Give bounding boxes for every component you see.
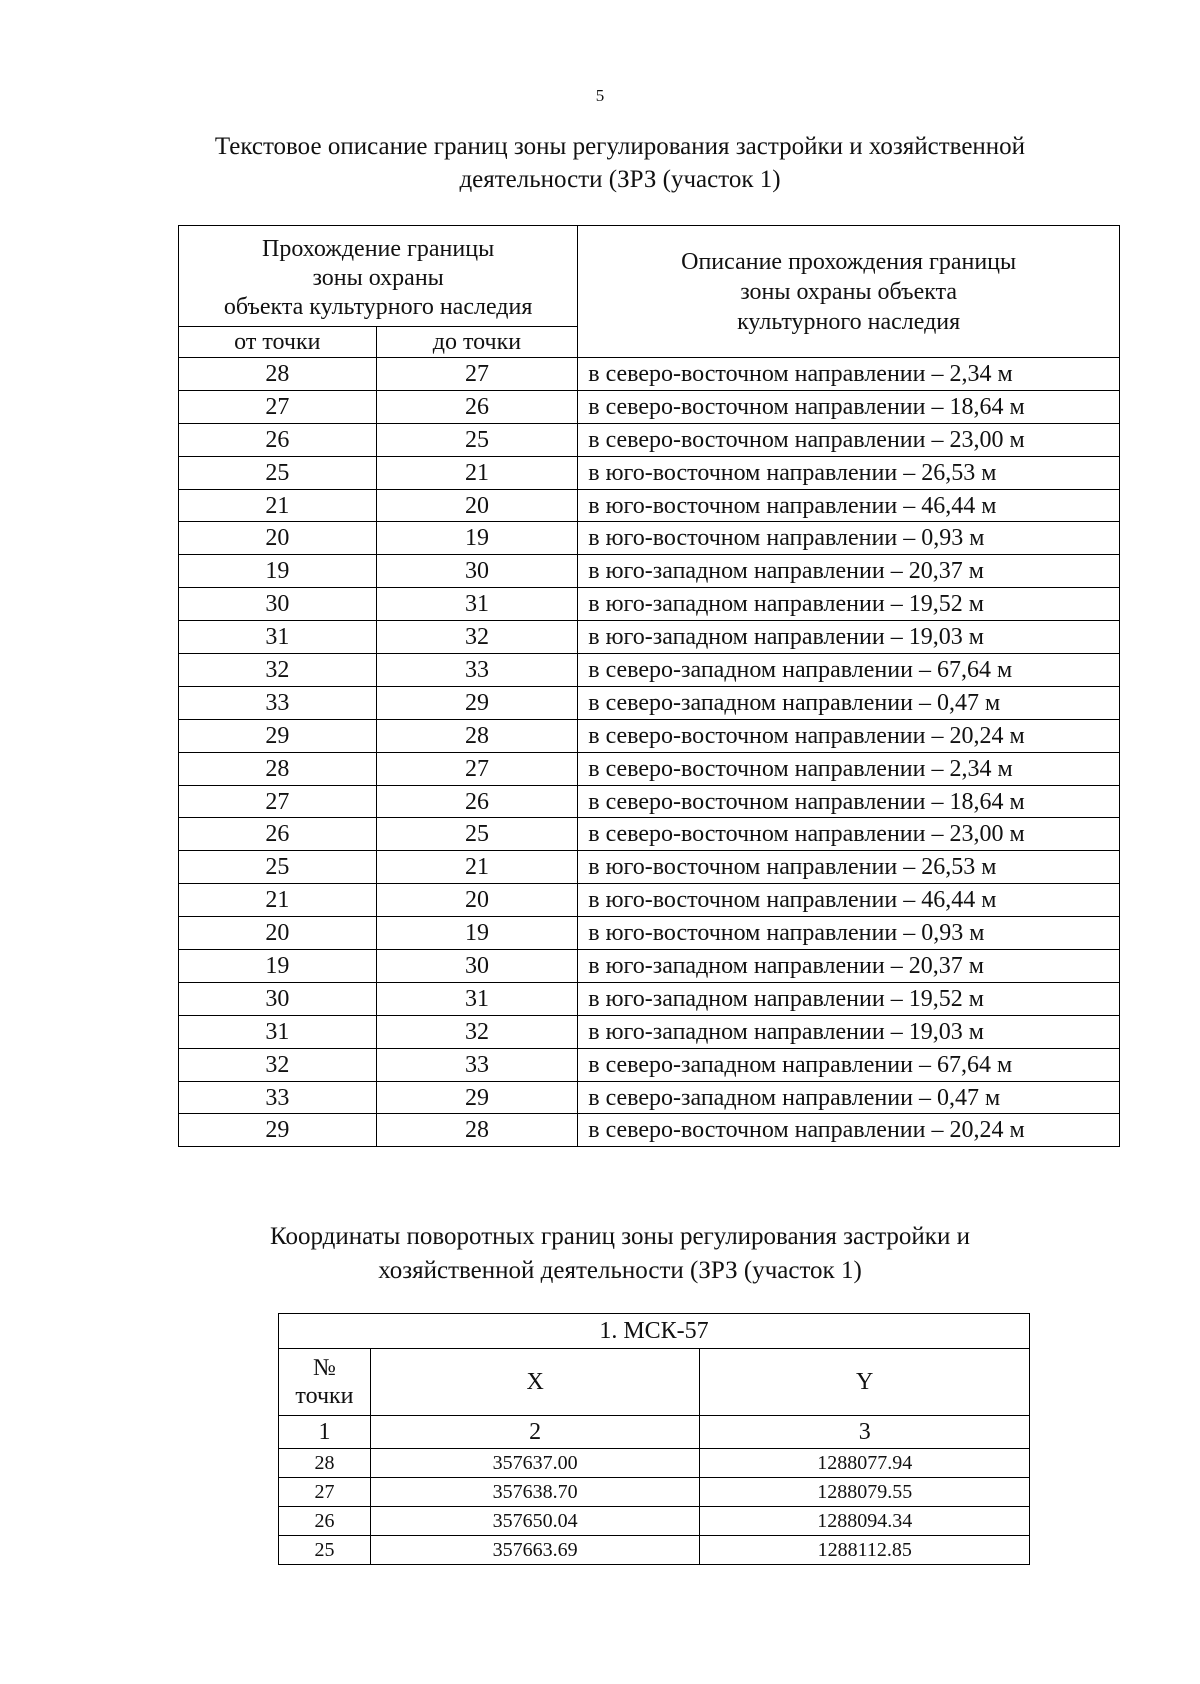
y-coordinate-cell: 1288077.94 bbox=[700, 1449, 1030, 1478]
table-row bbox=[179, 423, 1120, 456]
to-point-cell: 19 bbox=[376, 522, 578, 555]
description-cell: в северо-восточном направлении – 20,24 м bbox=[578, 719, 1120, 752]
table-row bbox=[179, 390, 1120, 423]
to-point-cell: 28 bbox=[376, 719, 578, 752]
description-cell: в северо-западном направлении – 67,64 м bbox=[578, 654, 1120, 687]
table-row bbox=[279, 1449, 1030, 1478]
y-coordinate-cell: 1288112.85 bbox=[700, 1536, 1030, 1565]
table-row bbox=[279, 1507, 1030, 1536]
table-row bbox=[179, 555, 1120, 588]
from-point-cell: 27 bbox=[179, 390, 377, 423]
header-pass-line2: зоны охраны bbox=[312, 264, 444, 291]
table-row bbox=[179, 489, 1120, 522]
to-point-cell: 30 bbox=[376, 555, 578, 588]
y-coordinate-cell: 1288079.55 bbox=[700, 1478, 1030, 1507]
table-row bbox=[179, 851, 1120, 884]
header-pass-line1: Прохождение границы bbox=[262, 235, 495, 262]
from-point-cell: 28 bbox=[179, 358, 377, 391]
to-point-cell: 20 bbox=[376, 489, 578, 522]
header-desc-line3: культурного наследия bbox=[737, 308, 961, 335]
table-row bbox=[179, 785, 1120, 818]
to-point-cell: 26 bbox=[376, 390, 578, 423]
x-coordinate-cell: 357663.69 bbox=[370, 1536, 700, 1565]
to-point-cell: 32 bbox=[376, 1015, 578, 1048]
section2-title-line1: Координаты поворотных границ зоны регулирования застройки и bbox=[270, 1223, 970, 1250]
header-x: X bbox=[370, 1349, 700, 1416]
from-point-cell: 28 bbox=[179, 752, 377, 785]
x-coordinate-cell: 357650.04 bbox=[370, 1507, 700, 1536]
boundary-rows bbox=[179, 358, 1120, 1147]
description-cell: в юго-западном направлении – 19,52 м bbox=[578, 982, 1120, 1015]
header-y: Y bbox=[700, 1349, 1030, 1416]
from-point-cell: 30 bbox=[179, 982, 377, 1015]
description-cell: в северо-восточном направлении – 23,00 м bbox=[578, 423, 1120, 456]
description-cell: в юго-восточном направлении – 0,93 м bbox=[578, 917, 1120, 950]
description-cell: в юго-западном направлении – 19,03 м bbox=[578, 621, 1120, 654]
to-point-cell: 30 bbox=[376, 950, 578, 983]
description-cell: в юго-восточном направлении – 46,44 м bbox=[578, 489, 1120, 522]
table-row bbox=[279, 1536, 1030, 1565]
description-cell: в юго-западном направлении – 20,37 м bbox=[578, 555, 1120, 588]
header-boundary-passage bbox=[179, 226, 578, 327]
to-point-cell: 26 bbox=[376, 785, 578, 818]
boundary-description-table bbox=[178, 225, 1120, 1147]
to-point-cell: 20 bbox=[376, 884, 578, 917]
from-point-cell: 26 bbox=[179, 423, 377, 456]
index-1: 1 bbox=[279, 1416, 371, 1449]
from-point-cell: 27 bbox=[179, 785, 377, 818]
description-cell: в северо-восточном направлении – 18,64 м bbox=[578, 390, 1120, 423]
from-point-cell: 19 bbox=[179, 950, 377, 983]
description-cell: в северо-восточном направлении – 2,34 м bbox=[578, 358, 1120, 391]
section1-title bbox=[140, 130, 1100, 196]
table-row bbox=[179, 522, 1120, 555]
header-point-number bbox=[279, 1349, 371, 1416]
from-point-cell: 33 bbox=[179, 1081, 377, 1114]
from-point-cell: 25 bbox=[179, 851, 377, 884]
section1-title-line1: Текстовое описание границ зоны регулирования застройки и хозяйственной bbox=[214, 133, 1026, 160]
table-row bbox=[179, 917, 1120, 950]
table-row bbox=[179, 588, 1120, 621]
page-number: 5 bbox=[595, 86, 605, 105]
to-point-cell: 33 bbox=[376, 654, 578, 687]
index-2: 2 bbox=[370, 1416, 700, 1449]
to-point-cell: 31 bbox=[376, 588, 578, 621]
from-point-cell: 26 bbox=[179, 818, 377, 851]
from-point-cell: 20 bbox=[179, 522, 377, 555]
table-row bbox=[179, 686, 1120, 719]
description-cell: в юго-восточном направлении – 26,53 м bbox=[578, 456, 1120, 489]
table-row bbox=[179, 1015, 1120, 1048]
table-row bbox=[279, 1478, 1030, 1507]
description-cell: в юго-восточном направлении – 46,44 м bbox=[578, 884, 1120, 917]
section1-title-line2: деятельности (ЗРЗ (участок 1) bbox=[459, 166, 781, 193]
table-row bbox=[179, 1081, 1120, 1114]
description-cell: в северо-восточном направлении – 23,00 м bbox=[578, 818, 1120, 851]
coordinate-rows bbox=[279, 1449, 1030, 1565]
description-cell: в юго-западном направлении – 19,52 м bbox=[578, 588, 1120, 621]
description-cell: в юго-западном направлении – 19,03 м bbox=[578, 1015, 1120, 1048]
from-point-cell: 32 bbox=[179, 1048, 377, 1081]
section2-title-line2: хозяйственной деятельности (ЗРЗ (участок 1) bbox=[378, 1257, 862, 1284]
to-point-cell: 28 bbox=[376, 1114, 578, 1147]
from-point-cell: 25 bbox=[179, 456, 377, 489]
table-row bbox=[179, 1114, 1120, 1147]
table-row bbox=[179, 621, 1120, 654]
x-coordinate-cell: 357637.00 bbox=[370, 1449, 700, 1478]
table-row bbox=[179, 818, 1120, 851]
description-cell: в юго-западном направлении – 20,37 м bbox=[578, 950, 1120, 983]
to-point-cell: 21 bbox=[376, 851, 578, 884]
from-point-cell: 21 bbox=[179, 489, 377, 522]
table-row bbox=[179, 654, 1120, 687]
coordinates-table bbox=[278, 1313, 1030, 1565]
description-cell: в северо-восточном направлении – 18,64 м bbox=[578, 785, 1120, 818]
to-point-cell: 33 bbox=[376, 1048, 578, 1081]
description-cell: в северо-восточном направлении – 2,34 м bbox=[578, 752, 1120, 785]
header-desc-line1: Описание прохождения границы bbox=[681, 248, 1017, 275]
header-to-point: до точки bbox=[376, 327, 578, 358]
table-row bbox=[179, 456, 1120, 489]
from-point-cell: 29 bbox=[179, 719, 377, 752]
header-point-number-line1: № bbox=[313, 1355, 336, 1381]
point-number-cell: 28 bbox=[279, 1449, 371, 1478]
from-point-cell: 33 bbox=[179, 686, 377, 719]
table-row bbox=[179, 719, 1120, 752]
to-point-cell: 31 bbox=[376, 982, 578, 1015]
description-cell: в северо-западном направлении – 67,64 м bbox=[578, 1048, 1120, 1081]
from-point-cell: 21 bbox=[179, 884, 377, 917]
coordinate-system: 1. МСК-57 bbox=[279, 1314, 1030, 1349]
description-cell: в юго-восточном направлении – 0,93 м bbox=[578, 522, 1120, 555]
point-number-cell: 26 bbox=[279, 1507, 371, 1536]
section2-title bbox=[140, 1220, 1100, 1288]
to-point-cell: 25 bbox=[376, 818, 578, 851]
point-number-cell: 25 bbox=[279, 1536, 371, 1565]
description-cell: в северо-западном направлении – 0,47 м bbox=[578, 686, 1120, 719]
index-3: 3 bbox=[700, 1416, 1030, 1449]
to-point-cell: 25 bbox=[376, 423, 578, 456]
from-point-cell: 29 bbox=[179, 1114, 377, 1147]
header-from-point: от точки bbox=[179, 327, 377, 358]
from-point-cell: 19 bbox=[179, 555, 377, 588]
to-point-cell: 21 bbox=[376, 456, 578, 489]
description-cell: в северо-западном направлении – 0,47 м bbox=[578, 1081, 1120, 1114]
to-point-cell: 19 bbox=[376, 917, 578, 950]
header-point-number-line2: точки bbox=[295, 1383, 354, 1409]
point-number-cell: 27 bbox=[279, 1478, 371, 1507]
table-row bbox=[179, 358, 1120, 391]
from-point-cell: 31 bbox=[179, 1015, 377, 1048]
header-description bbox=[578, 226, 1120, 358]
to-point-cell: 29 bbox=[376, 1081, 578, 1114]
from-point-cell: 20 bbox=[179, 917, 377, 950]
to-point-cell: 27 bbox=[376, 752, 578, 785]
y-coordinate-cell: 1288094.34 bbox=[700, 1507, 1030, 1536]
table-row bbox=[179, 752, 1120, 785]
description-cell: в юго-восточном направлении – 26,53 м bbox=[578, 851, 1120, 884]
x-coordinate-cell: 357638.70 bbox=[370, 1478, 700, 1507]
header-pass-line3: объекта культурного наследия bbox=[223, 293, 533, 320]
header-desc-line2: зоны охраны объекта bbox=[740, 278, 958, 305]
from-point-cell: 30 bbox=[179, 588, 377, 621]
table-row bbox=[179, 982, 1120, 1015]
table-row bbox=[179, 1048, 1120, 1081]
description-cell: в северо-восточном направлении – 20,24 м bbox=[578, 1114, 1120, 1147]
to-point-cell: 32 bbox=[376, 621, 578, 654]
to-point-cell: 29 bbox=[376, 686, 578, 719]
table-row bbox=[179, 950, 1120, 983]
to-point-cell: 27 bbox=[376, 358, 578, 391]
from-point-cell: 32 bbox=[179, 654, 377, 687]
table-row bbox=[179, 884, 1120, 917]
from-point-cell: 31 bbox=[179, 621, 377, 654]
